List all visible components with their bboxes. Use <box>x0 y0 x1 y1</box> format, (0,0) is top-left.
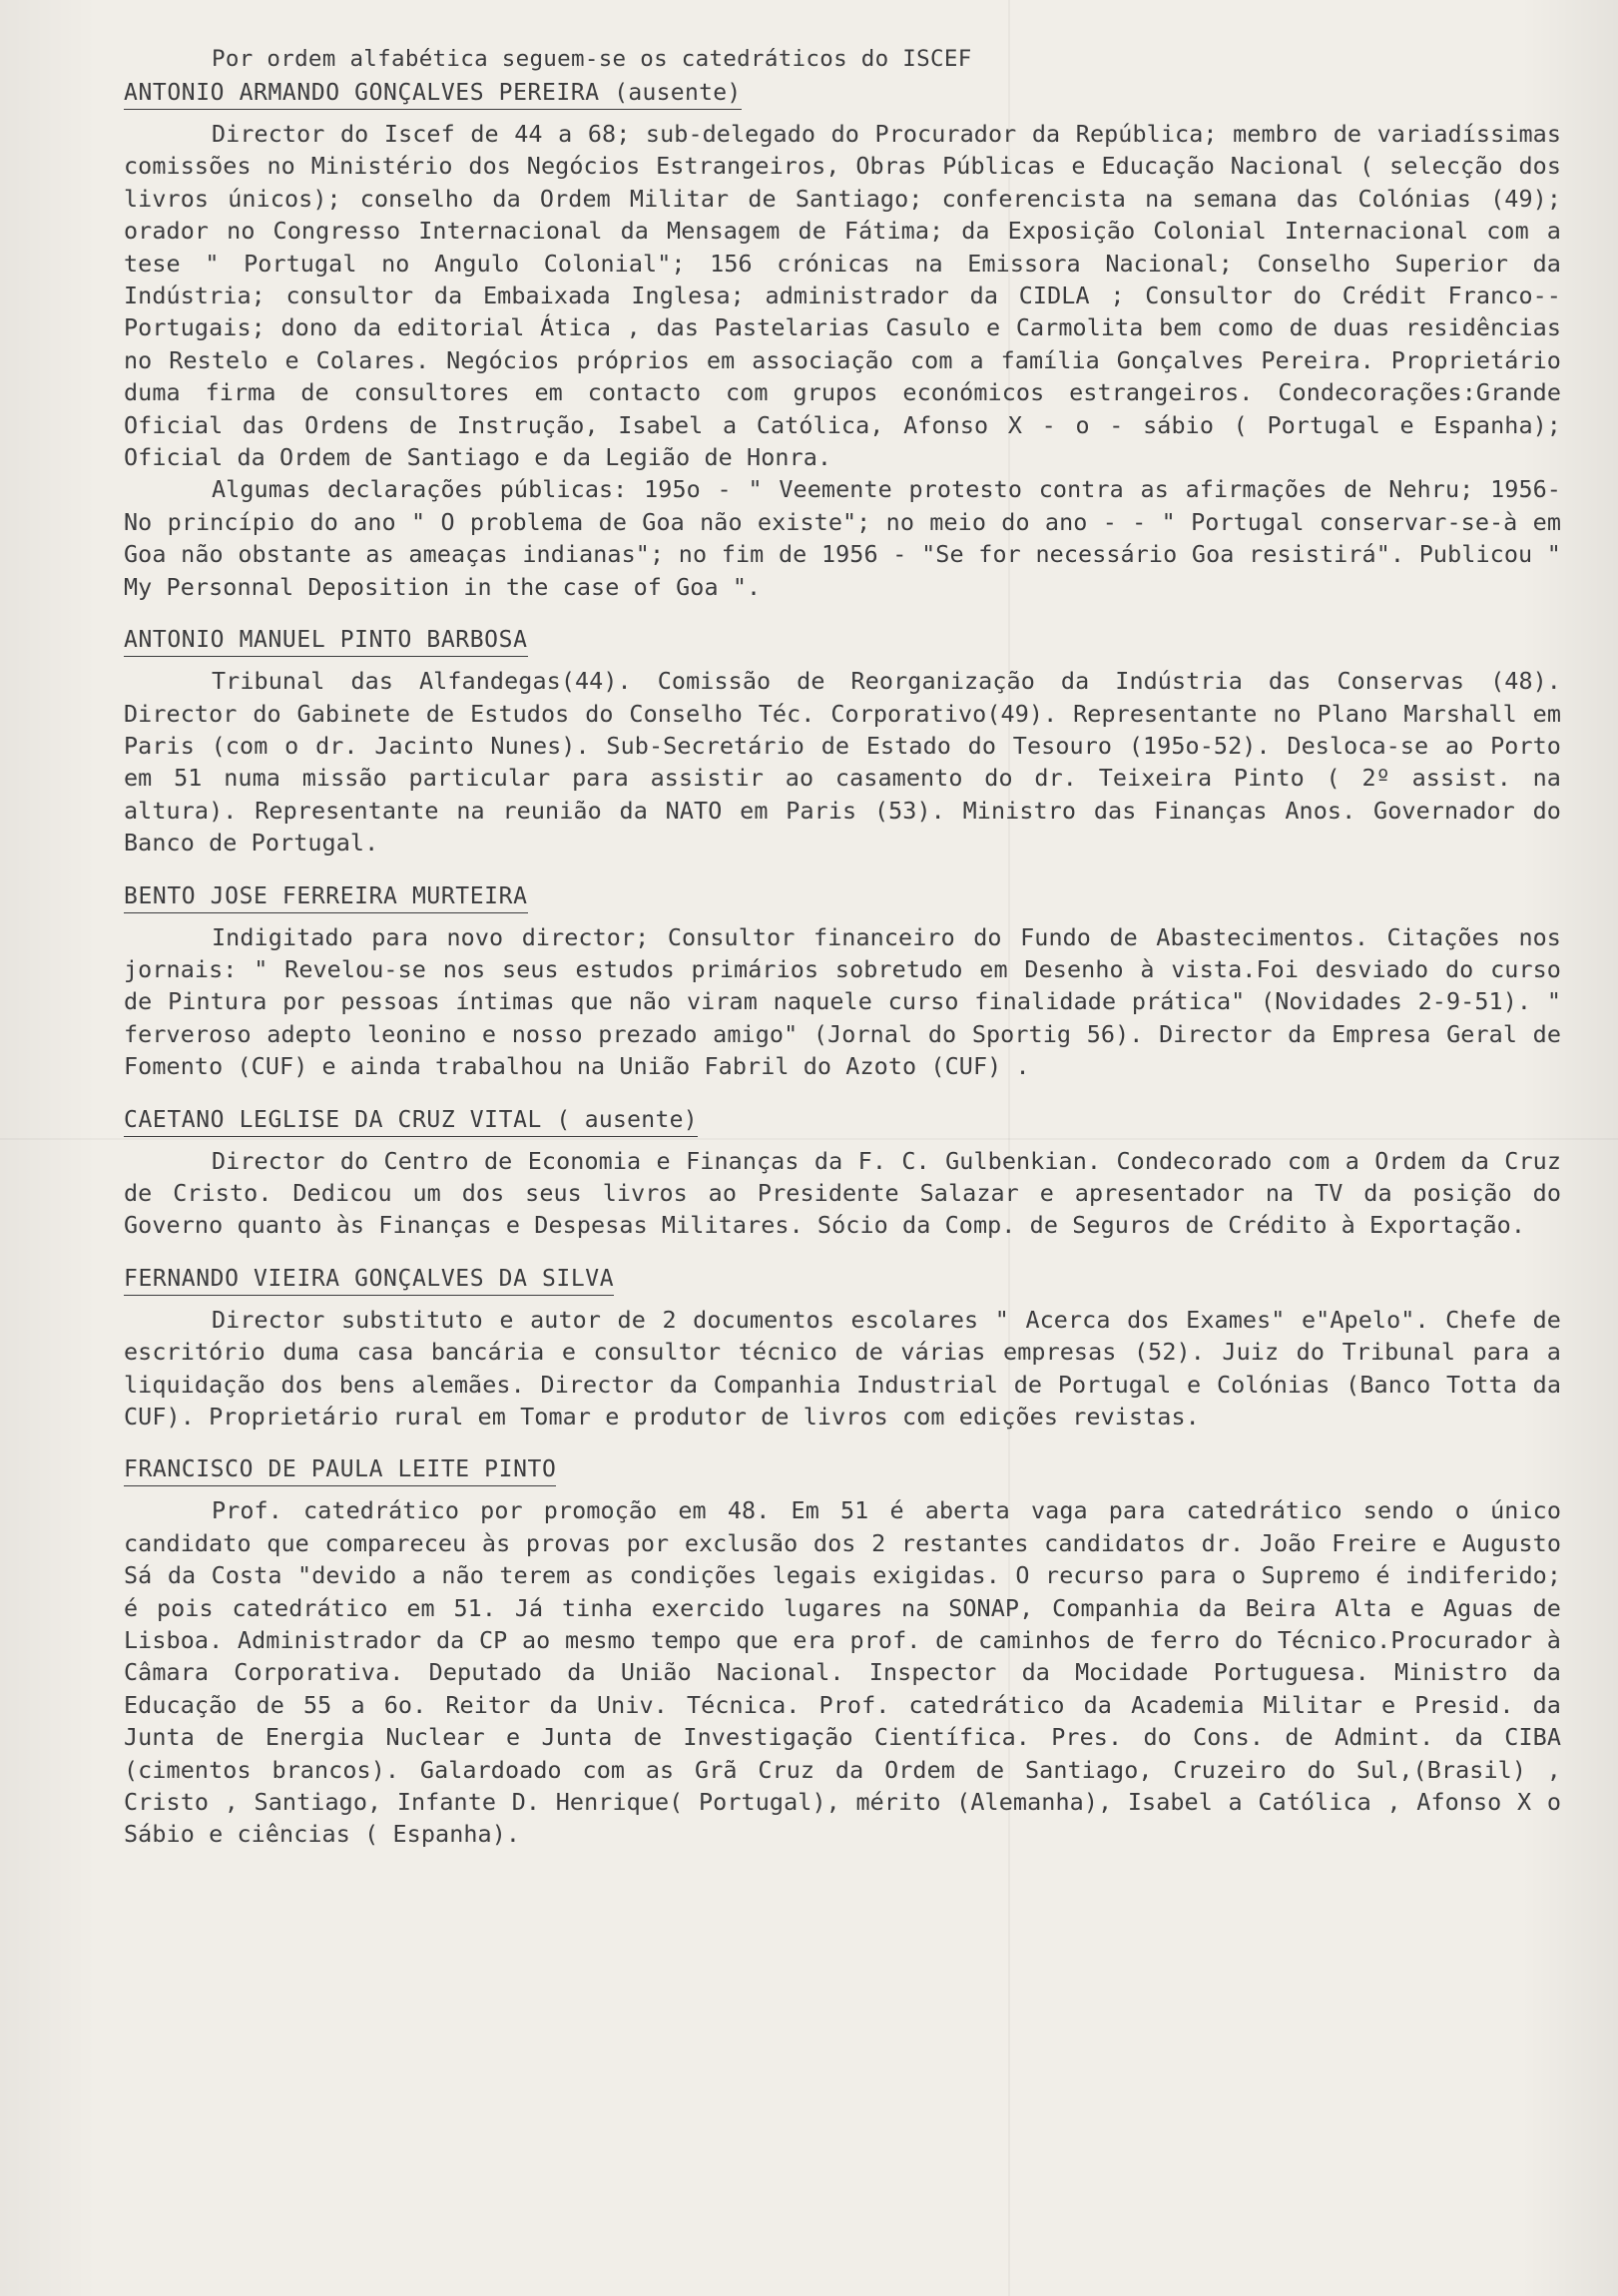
entry-2 <box>124 881 1561 1083</box>
entry-3 <box>124 1105 1561 1242</box>
entry-heading <box>124 78 742 110</box>
document-body <box>124 44 1561 1851</box>
entry-heading <box>124 1454 556 1486</box>
entry-name: BENTO JOSE FERREIRA MURTEIRA <box>124 882 528 909</box>
entry-paragraph: Algumas declarações públicas: 195o - " Veemente protesto contra as afirmações de Nehru; 1956- No princípio do ano " O problema de Goa não existe"; no meio do ano - - " Portugal conservar-se-à em Goa não obstante as ameaças indianas"; no fim de 1956 - "Se for necessário Goa resistirá". Publicou " My Personnal Deposition in the case of Goa ". <box>124 475 1561 601</box>
entry-name: ANTONIO MANUEL PINTO BARBOSA <box>124 627 528 654</box>
entry-paragraph: Director do Centro de Economia e Finanças da F. C. Gulbenkian. Condecorado com a Ordem da Cruz de Cristo. Dedicou um dos seus livros ao Presidente Salazar e apresentador na TV da posição do Governo quanto às Finanças e Despesas Militares. Sócio da Comp. de Seguros de Crédito à Exportação. <box>124 1146 1561 1240</box>
entry-name: FRANCISCO DE PAULA LEITE PINTO <box>124 1456 557 1483</box>
entry-heading <box>124 881 528 913</box>
entry-name: ANTONIO ARMANDO GONÇALVES PEREIRA <box>124 80 600 106</box>
entry-0 <box>124 78 1561 603</box>
entry-name: CAETANO LEGLISE DA CRUZ VITAL <box>124 1106 542 1133</box>
entry-heading <box>124 1105 698 1137</box>
intro-line: Por ordem alfabética seguem-se os catedráticos do ISCEF <box>212 46 972 72</box>
entry-1 <box>124 625 1561 859</box>
entry-5 <box>124 1454 1561 1850</box>
entry-name: FERNANDO VIEIRA GONÇALVES DA SILVA <box>124 1265 615 1292</box>
entry-paragraph: Director do Iscef de 44 a 68; sub-delegado do Procurador da República; membro de variadíssimas comissões no Ministério dos Negócios Estrangeiros, Obras Públicas e Educação Nacional ( selecção dos livros únicos); conselho da Ordem Militar de Santiago; conferencista na semana das Colónias (49); orador no Congresso Internacional da Mensagem de Fátima; da Exposição Colonial Internacional com a tese " Portugal no Angulo Colonial"; 156 crónicas na Emissora Nacional; Conselho Superior da Indústria; consultor da Embaixada Inglesa; administrador da CIDLA ; Consultor do Crédit Franco--Portugais; dono da editorial Ática , das Pastelarias Casulo e Carmolita bem como de duas residências no Restelo e Colares. Negócios próprios em associação com a família Gonçalves Pereira. Proprietário duma firma de consultores em contacto com grupos económicos estrangeiros. Condecorações:Grande Oficial das Ordens de Instrução, Isabel a Católica, Afonso X - o - sábio ( Portugal e Espanha); Oficial da Ordem de Santiago e da Legião de Honra. <box>124 120 1561 472</box>
entry-paragraph: Prof. catedrático por promoção em 48. Em 51 é aberta vaga para catedrático sendo o único candidato que compareceu às provas por exclusão dos 2 restantes candidatos dr. João Freire e Augusto Sá da Costa "devido a não terem as condições legais exigidas. O recurso para o Supremo é indiferido; é pois catedrático em 51. Já tinha exercido lugares na SONAP, Companhia da Beira Alta e Aguas de Lisboa. Administrador da CP ao mesmo tempo que era prof. de caminhos de ferro do Técnico.Procurador à Câmara Corporativa. Deputado da União Nacional. Inspector da Mocidade Portuguesa. Ministro da Educação de 55 a 6o. Reitor da Univ. Técnica. Prof. catedrático da Academia Militar e Presid. da Junta de Energia Nuclear e Junta de Investigação Científica. Pres. do Cons. de Admint. da CIBA (cimentos brancos). Galardoado com as Grã Cruz da Ordem de Santiago, Cruzeiro do Sul,(Brasil) , Cristo , Santiago, Infante D. Henrique( Portugal), mérito (Alemanha), Isabel a Católica , Afonso X o Sábio e ciências ( Espanha). <box>124 1496 1561 1849</box>
entry-paragraph: Director substituto e autor de 2 documentos escolares " Acerca dos Exames" e"Apelo". Chefe de escritório duma casa bancária e consultor técnico de várias empresas (52). Juiz do Tribunal para a liquidação dos bens alemães. Director da Companhia Industrial de Portugal e Colónias (Banco Totta da CUF). Proprietário rural em Tomar e produtor de livros com edições revistas. <box>124 1305 1561 1431</box>
entry-4 <box>124 1264 1561 1434</box>
entry-heading <box>124 625 528 657</box>
entry-note: (ausente) <box>614 80 742 106</box>
entry-paragraph: Tribunal das Alfandegas(44). Comissão de Reorganização da Indústria das Conservas (48). Director do Gabinete de Estudos do Conselho Téc. Corporativo(49). Representante no Plano Marshall em Paris (com o dr. Jacinto Nunes). Sub-Secretário de Estado do Tesouro (195o-52). Desloca-se ao Porto em 51 numa missão particular para assistir ao casamento do dr. Teixeira Pinto ( 2º assist. na altura). Representante na reunião da NATO em Paris (53). Ministro das Finanças Anos. Governador do Banco de Portugal. <box>124 667 1561 858</box>
entry-note: ( ausente) <box>556 1106 698 1133</box>
entry-heading <box>124 1264 614 1296</box>
entry-paragraph: Indigitado para novo director; Consultor financeiro do Fundo de Abastecimentos. Citações nos jornais: " Revelou-se nos seus estudos primários sobretudo em Desenho à vista.Foi desviado do curso de Pintura por pessoas íntimas que não viram naquele curso finalidade prática" (Novidades 2-9-51). " ferveroso adepto leonino e nosso prezado amigo" (Jornal do Sportig 56). Director da Empresa Geral de Fomento (CUF) e ainda trabalhou na União Fabril do Azoto (CUF) . <box>124 922 1561 1081</box>
